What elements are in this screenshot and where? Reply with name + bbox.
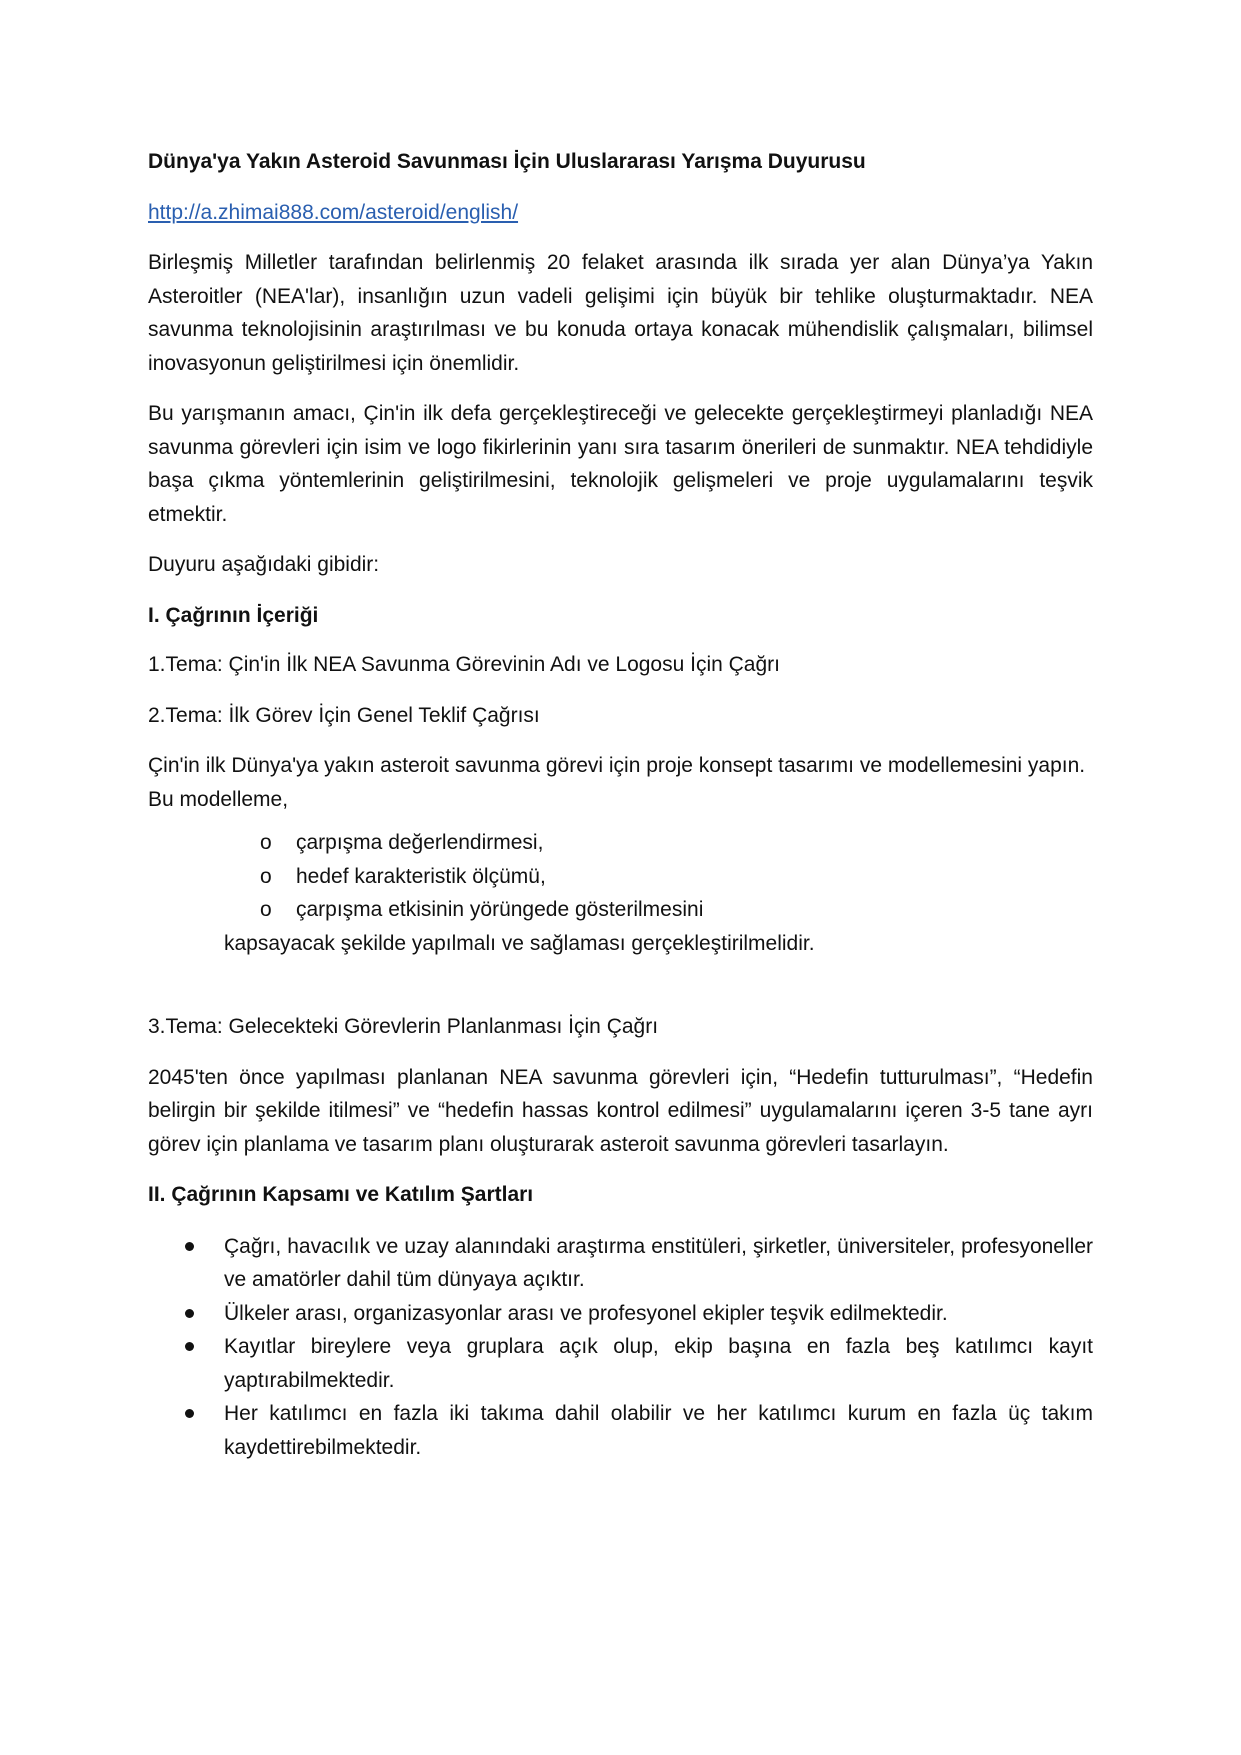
list-item-text: hedef karakteristik ölçümü, (296, 864, 546, 888)
modelling-items-trailer: kapsayacak şekilde yapılmalı ve sağlaması gerçekleştirilmelidir. (224, 931, 815, 955)
bullet-dot-icon (185, 1242, 194, 1251)
intro-paragraph: Birleşmiş Milletler tarafından belirlenmiş 20 felaket arasında ilk sırada yer alan Dünya’ya Yakın Asteroitler (NEA'lar), insanlığın uzun vadeli gelişimi için büyük bir tehlike oluşturmaktadır. NEA savunma teknolojisinin araştırılması ve bu konuda ortaya konacak mühendislik çalışmaları, bilimsel inovasyonun geliştirilmesi için önemlidir. (148, 251, 1093, 375)
asteroid-site-link[interactable]: http://a.zhimai888.com/asteroid/english/ (148, 200, 519, 224)
circle-bullet-icon: o (260, 898, 272, 921)
list-item (224, 1397, 1093, 1464)
theme-1-title: 1.Tema: Çin'in İlk NEA Savunma Görevinin Adı ve Logosu İçin Çağrı (148, 653, 780, 676)
modelling-items-list (148, 826, 1093, 927)
list-item (224, 1230, 1093, 1297)
section-heading-content: I. Çağrının İçeriği (148, 603, 319, 627)
list-item (260, 826, 1093, 860)
list-item-text: Kayıtlar bireylere veya gruplara açık olup, ekip başına en fazla beş katılımcı kayıt yaptırabilmektedir. (224, 1335, 1093, 1392)
theme-2-description: Çin'in ilk Dünya'ya yakın asteroit savunma görevi için proje konsept tasarımı ve modellemesini yapın. Bu modelleme, (148, 754, 1086, 811)
theme-3-title: 3.Tema: Gelecekteki Görevlerin Planlanması İçin Çağrı (148, 1015, 659, 1038)
document-content (148, 145, 1093, 1464)
circle-bullet-icon: o (260, 831, 272, 854)
circle-bullet-icon: o (260, 864, 272, 888)
document-title: Dünya'ya Yakın Asteroid Savunması İçin Uluslararası Yarışma Duyurusu (148, 150, 866, 173)
list-item-text: Çağrı, havacılık ve uzay alanındaki araştırma enstitüleri, şirketler, üniversiteler, profesyoneller ve amatörler dahil tüm dünyaya açıktır. (224, 1234, 1093, 1291)
announcement-lead: Duyuru aşağıdaki gibidir: (148, 553, 380, 576)
list-item (224, 1297, 1093, 1331)
theme-2-title: 2.Tema: İlk Görev İçin Genel Teklif Çağrısı (148, 703, 540, 727)
list-item-text: Her katılımcı en fazla iki takıma dahil olabilir ve her katılımcı kurum en fazla üç takım kaydettirebilmektedir. (224, 1402, 1093, 1459)
list-item-text: çarpışma etkisinin yörüngede gösterilmesini (296, 898, 704, 921)
bullet-dot-icon (185, 1409, 194, 1418)
list-item-text: Ülkeler arası, organizasyonlar arası ve profesyonel ekipler teşvik edilmektedir. (224, 1301, 948, 1325)
list-item (224, 1330, 1093, 1397)
list-item (260, 893, 1093, 927)
bullet-dot-icon (185, 1342, 194, 1351)
section-heading-scope: II. Çağrının Kapsamı ve Katılım Şartları (148, 1183, 534, 1206)
purpose-paragraph: Bu yarışmanın amacı, Çin'in ilk defa gerçekleştireceği ve gelecekte gerçekleştirmeyi planladığı NEA savunma görevleri için isim ve logo fikirlerinin yanı sıra tasarım önerileri de sunmaktır. NEA tehdidiyle başa çıkma yöntemlerinin geliştirilmesini, teknolojik gelişmeleri ve proje uygulamalarını teşvik etmektir. (148, 402, 1093, 526)
list-item-text: çarpışma değerlendirmesi, (296, 831, 544, 854)
bullet-dot-icon (185, 1309, 194, 1318)
list-item (260, 860, 1093, 894)
theme-3-description: 2045'ten önce yapılması planlanan NEA savunma görevleri için, “Hedefin tutturulması”, “Hedefin belirgin bir şekilde itilmesi” ve “hedefin hassas kontrol edilmesi” uygulamalarını içeren 3-5 tane ayrı görev için planlama ve tasarım planı oluşturarak asteroit savunma görevleri tasarlayın. (148, 1065, 1093, 1156)
participation-rules-list (148, 1230, 1093, 1465)
